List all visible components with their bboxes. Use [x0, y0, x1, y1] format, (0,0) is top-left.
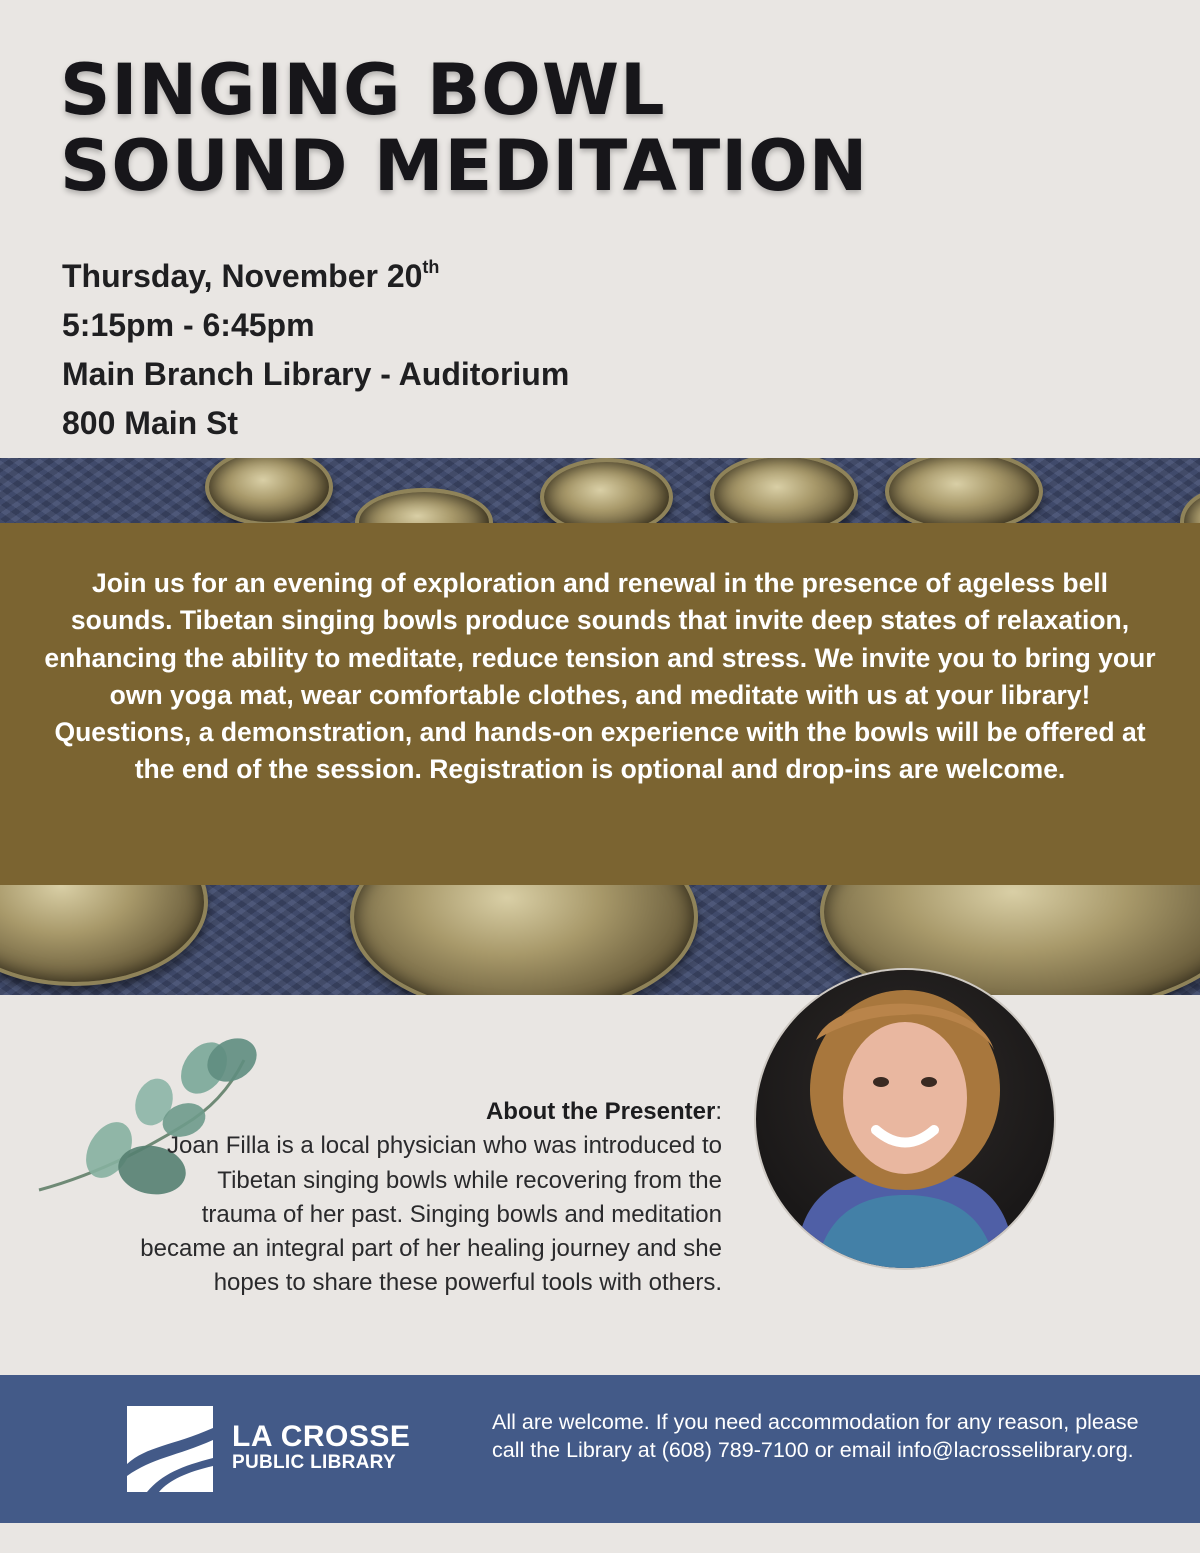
presenter-heading-line [140, 1095, 722, 1129]
logo-text-public-library: PUBLIC LIBRARY [232, 1452, 396, 1473]
presenter-section [140, 1095, 722, 1301]
presenter-heading-colon: : [715, 1098, 722, 1125]
logo-text-la-crosse: LA CROSSE [232, 1420, 411, 1453]
event-description: Join us for an evening of exploration and renewal in the presence of ageless bell sounds. Tibetan singing bowls produce sounds that invite deep states of relaxation, enhancing the ability to meditate, reduce tension and stress. We invite you to bring your own yoga mat, wear comfortable clothes, and meditate with us at your library! Questions, a demonstration, and hands-on experience with the bowls will be offered at the end of the session. Registration is optional and drop-ins are welcome. [44, 568, 1156, 785]
presenter-portrait-illustration [756, 970, 1054, 1268]
event-date [62, 252, 569, 301]
title-line-2: SOUND MEDITATION [60, 125, 869, 207]
bowl-image [205, 458, 333, 526]
presenter-heading: About the Presenter [485, 1098, 716, 1125]
event-address: 800 Main St [62, 405, 239, 441]
presenter-bio: Joan Filla is a local physician who was introduced to Tibetan singing bowls while recovering from the trauma of her past. Singing bowls and meditation became an integral part of her healing journey and she hopes to share these powerful tools with others. [140, 1132, 722, 1297]
event-details [62, 252, 569, 448]
bowl-image [885, 458, 1043, 533]
event-location: Main Branch Library - Auditorium [62, 356, 570, 392]
library-logo-icon [127, 1406, 213, 1492]
presenter-photo [756, 970, 1054, 1268]
accommodation-notice: All are welcome. If you need accommodation for any reason, please call the Library at (608) 789-7100 or email info@lacrosselibrary.org. [492, 1410, 1139, 1462]
event-date-text: Thursday, November 20 [62, 258, 423, 294]
event-time: 5:15pm - 6:45pm [62, 307, 315, 343]
event-date-suffix: th [422, 257, 440, 277]
page-title [60, 49, 1160, 207]
title-line-1: SINGING BOWL [60, 49, 666, 131]
